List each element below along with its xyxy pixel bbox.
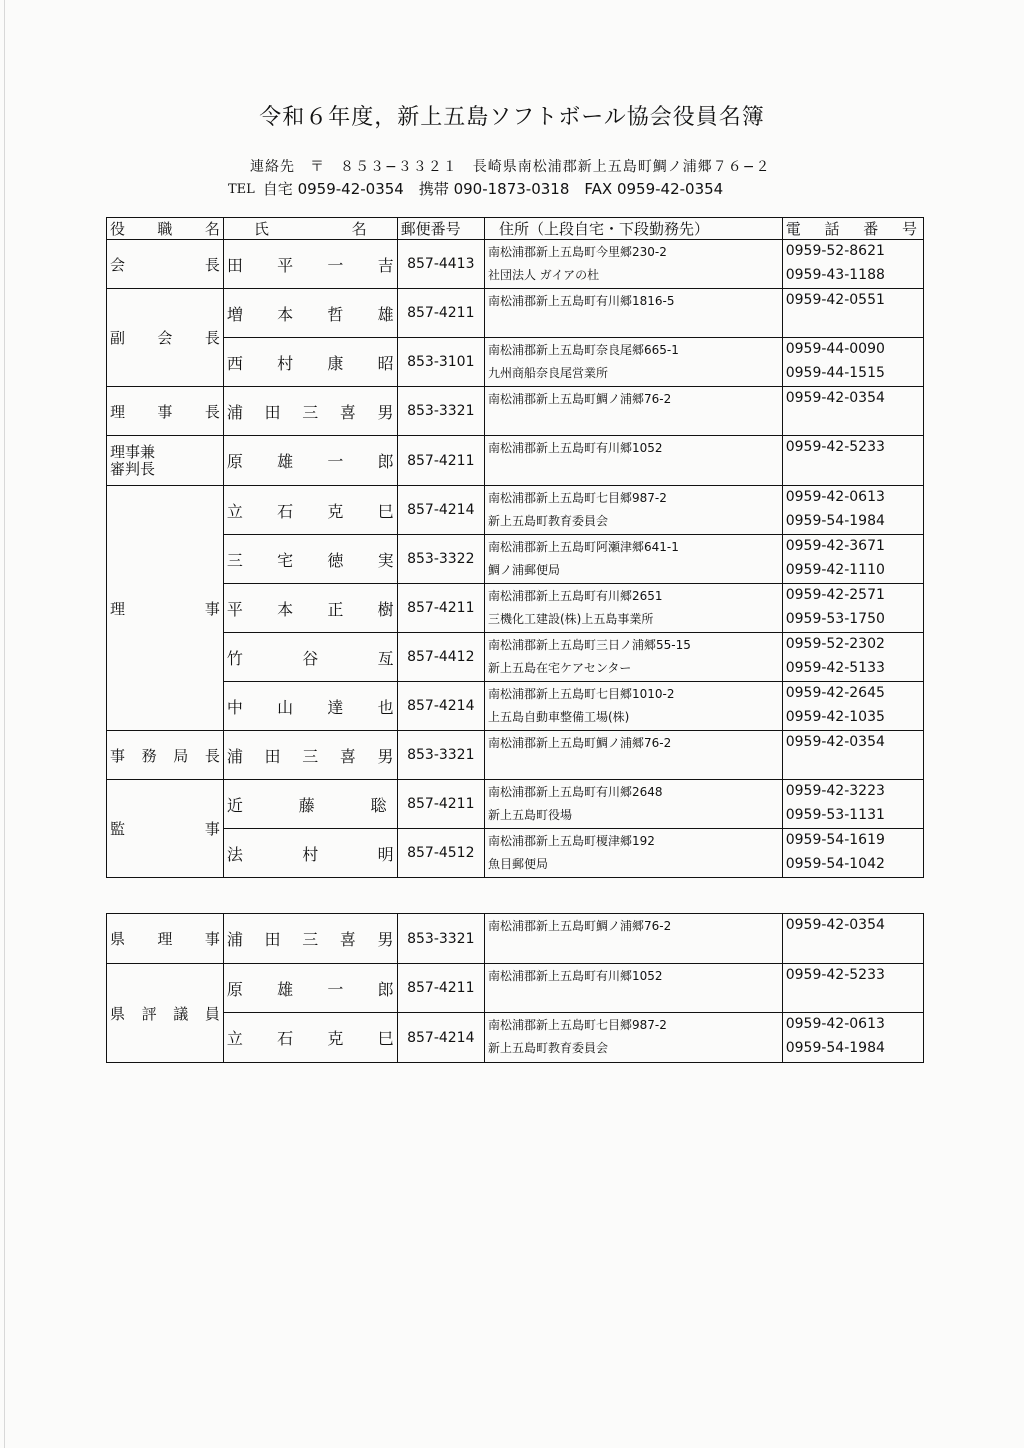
prefecture-officers-table	[106, 913, 924, 1063]
glyph: 村	[302, 844, 319, 864]
glyph: 評	[141, 1004, 157, 1023]
name-cell	[223, 584, 397, 633]
role-cell	[107, 780, 224, 878]
zip-cell: 857-4211	[397, 289, 484, 338]
tel-label: TEL	[228, 182, 255, 197]
address-cell: 南松浦郡新上五島町有川郷1816-5	[484, 289, 782, 338]
role-cell	[107, 914, 224, 964]
glyph: 副	[110, 329, 126, 347]
address-cell: 南松浦郡新上五島町鯛ノ浦郷76-2	[484, 914, 782, 964]
address-cell: 南松浦郡新上五島町榎津郷192 魚目郵便局	[484, 829, 782, 878]
phone-cell: 0959-42-5233	[782, 964, 923, 1013]
glyph: 山	[277, 697, 294, 717]
glyph: 監	[110, 820, 126, 838]
phone-cell: 0959-42-2571 0959-53-1750	[782, 584, 923, 633]
glyph: 浦	[226, 402, 243, 422]
name-cell	[223, 780, 397, 829]
glyph: 平	[277, 255, 294, 275]
glyph: 三	[226, 550, 243, 570]
name-cell	[223, 436, 397, 486]
scan-edge-line	[4, 0, 5, 1448]
glyph: 達	[327, 697, 344, 717]
glyph: 谷	[302, 648, 319, 668]
table-row	[107, 914, 924, 964]
address-cell: 南松浦郡新上五島町七目郷987-2 新上五島町教育委員会	[484, 486, 782, 535]
glyph: 郎	[377, 452, 394, 471]
glyph: 本	[277, 304, 294, 324]
glyph: 三	[302, 930, 319, 949]
glyph: 役	[110, 220, 126, 238]
table-row	[107, 486, 924, 535]
address-cell: 南松浦郡新上五島町奈良尾郷665-1 九州商船奈良尾営業所	[484, 338, 782, 387]
spread-text	[227, 695, 394, 718]
glyph: 県	[110, 1004, 126, 1023]
glyph: 明	[377, 844, 394, 864]
address-cell: 南松浦郡新上五島町三日ノ浦郷55-15 新上五島在宅ケアセンター	[484, 633, 782, 682]
glyph: 巳	[377, 1029, 394, 1048]
glyph: 話	[824, 220, 840, 238]
address-cell: 南松浦郡新上五島町鯛ノ浦郷76-2	[484, 731, 782, 780]
glyph: 兼	[140, 442, 156, 461]
spread-text	[227, 351, 394, 374]
glyph: 喜	[339, 402, 356, 422]
table-row	[107, 436, 924, 486]
spread-text	[110, 1003, 220, 1024]
glyph: 也	[377, 697, 394, 717]
glyph: 会	[110, 255, 126, 274]
spread-text	[110, 598, 220, 619]
glyph: 宅	[277, 550, 294, 570]
phone-cell: 0959-42-2645 0959-42-1035	[782, 682, 923, 731]
name-cell	[223, 682, 397, 731]
phone-cell: 0959-44-0090 0959-44-1515	[782, 338, 923, 387]
spread-text	[227, 449, 394, 472]
table-row	[107, 387, 924, 436]
role-cell	[107, 964, 224, 1063]
glyph: 田	[264, 930, 281, 949]
zip-cell: 857-4412	[397, 633, 484, 682]
glyph: 浦	[226, 930, 243, 949]
glyph: 電	[785, 220, 801, 238]
spread-text	[786, 218, 917, 239]
glyph: 号	[901, 220, 917, 238]
glyph: 喜	[339, 746, 356, 766]
spread-text	[227, 597, 394, 620]
phone-cell: 0959-42-0613 0959-54-1984	[782, 1013, 923, 1063]
glyph: 村	[277, 353, 294, 373]
glyph: 一	[327, 979, 344, 999]
glyph: 法	[226, 844, 243, 864]
spread-text	[110, 401, 220, 422]
role-cell	[107, 387, 224, 436]
address-cell: 南松浦郡新上五島町七目郷1010-2 上五島自動車整備工場(株)	[484, 682, 782, 731]
glyph: 竹	[226, 648, 243, 668]
role-cell	[107, 240, 224, 289]
glyph: 原	[226, 452, 243, 471]
glyph: 三	[302, 402, 319, 422]
glyph: 実	[377, 550, 394, 570]
spread-text	[227, 499, 394, 522]
glyph: 事	[204, 930, 220, 948]
header-address: 住所（上段自宅・下段勤務先）	[484, 218, 782, 240]
spread-text	[110, 218, 220, 239]
table-row	[107, 731, 924, 780]
glyph: 立	[226, 1029, 243, 1048]
spread-text	[227, 744, 394, 767]
phone-cell: 0959-52-2302 0959-42-5133	[782, 633, 923, 682]
name-cell	[223, 731, 397, 780]
glyph: 近	[226, 795, 243, 815]
name-cell	[223, 387, 397, 436]
glyph: 理	[110, 599, 126, 618]
spread-text	[227, 927, 394, 950]
glyph: 議	[173, 1004, 189, 1023]
spread-text	[227, 793, 387, 816]
contact-phone-numbers: 自宅 0959-42-0354 携帯 090-1873-0318 FAX 0959-42-0354	[262, 180, 724, 198]
glyph: 長	[204, 329, 220, 347]
phone-cell: 0959-42-0613 0959-54-1984	[782, 486, 923, 535]
spread-text	[110, 444, 220, 461]
spread-text	[227, 548, 394, 571]
glyph: 喜	[339, 930, 356, 949]
glyph: 男	[377, 930, 394, 949]
header-role	[107, 218, 224, 240]
contact-address: 連絡先 〒 ８５３−３３２１ 長崎県南松浦郡新上五島町鯛ノ浦郷７６−２	[250, 159, 771, 175]
phone-cell: 0959-42-0354	[782, 731, 923, 780]
spread-text	[110, 928, 220, 949]
glyph: 吉	[377, 255, 394, 275]
glyph: 昭	[377, 353, 394, 373]
glyph: 浦	[226, 746, 243, 766]
name-cell	[223, 289, 397, 338]
header-name	[223, 218, 397, 240]
glyph: 原	[226, 979, 243, 999]
address-cell: 南松浦郡新上五島町有川郷2651 三機化工建設(株)上五島事業所	[484, 584, 782, 633]
glyph: 一	[327, 452, 344, 471]
spread-text	[227, 302, 394, 325]
glyph: 判	[125, 459, 141, 478]
glyph: 立	[226, 501, 243, 521]
zip-cell: 853-3101	[397, 338, 484, 387]
zip-cell: 853-3321	[397, 731, 484, 780]
glyph: 男	[377, 746, 394, 766]
name-cell	[223, 633, 397, 682]
zip-cell: 853-3321	[397, 387, 484, 436]
glyph: 長	[204, 402, 220, 421]
glyph: 長	[204, 746, 220, 765]
glyph: 理	[110, 402, 126, 421]
header-zip: 郵便番号	[397, 218, 484, 240]
address-cell: 南松浦郡新上五島町有川郷1052	[484, 436, 782, 486]
glyph: 員	[204, 1004, 220, 1023]
name-cell	[223, 535, 397, 584]
table-header-row	[107, 218, 924, 240]
zip-cell: 857-4214	[397, 682, 484, 731]
glyph: 雄	[277, 452, 294, 471]
table-row	[107, 780, 924, 829]
table-row	[107, 240, 924, 289]
glyph: 石	[277, 501, 294, 521]
glyph: 男	[377, 402, 394, 422]
glyph: 事	[110, 746, 126, 765]
glyph: 会	[157, 329, 173, 347]
glyph: 名	[204, 220, 220, 238]
glyph: 藤	[298, 795, 315, 815]
zip-cell: 857-4214	[397, 486, 484, 535]
glyph: 田	[264, 746, 281, 766]
glyph: 一	[327, 255, 344, 275]
glyph: 克	[327, 1029, 344, 1048]
glyph: 樹	[377, 599, 394, 619]
spread-text	[110, 818, 220, 839]
name-cell	[223, 829, 397, 878]
zip-cell: 853-3322	[397, 535, 484, 584]
glyph: 事	[204, 820, 220, 838]
table-row	[107, 584, 924, 633]
spread-text	[227, 400, 394, 423]
glyph: 本	[277, 599, 294, 619]
name-cell	[223, 240, 397, 289]
glyph: 増	[226, 304, 243, 324]
spread-text	[227, 253, 394, 276]
spread-text	[227, 646, 394, 669]
phone-cell: 0959-54-1619 0959-54-1042	[782, 829, 923, 878]
glyph: 番	[863, 220, 879, 238]
address-cell: 南松浦郡新上五島町七目郷987-2 新上五島町教育委員会	[484, 1013, 782, 1063]
zip-cell: 857-4211	[397, 964, 484, 1013]
glyph: 県	[110, 930, 126, 948]
name-cell	[223, 486, 397, 535]
glyph: 克	[327, 501, 344, 521]
glyph: 事	[204, 599, 220, 618]
zip-cell: 857-4413	[397, 240, 484, 289]
glyph: 三	[302, 746, 319, 766]
zip-cell: 857-4512	[397, 829, 484, 878]
glyph: 理	[157, 930, 173, 948]
glyph: 哲	[327, 304, 344, 324]
glyph: 雄	[377, 304, 394, 324]
table-row	[107, 535, 924, 584]
glyph: 長	[204, 255, 220, 274]
name-cell	[223, 964, 397, 1013]
role-cell	[107, 436, 224, 486]
glyph: 田	[226, 255, 243, 275]
glyph: 務	[141, 746, 157, 765]
phone-cell: 0959-42-0354	[782, 387, 923, 436]
address-cell: 南松浦郡新上五島町今里郷230-2 社団法人 ガイアの杜	[484, 240, 782, 289]
spread-text	[227, 1026, 394, 1049]
glyph: 名	[351, 220, 367, 238]
spread-text	[227, 977, 394, 1000]
phone-cell: 0959-42-3223 0959-53-1131	[782, 780, 923, 829]
name-cell	[223, 1013, 397, 1063]
role-cell	[107, 289, 224, 387]
spread-text	[227, 842, 394, 865]
table-row	[107, 682, 924, 731]
spread-text	[110, 327, 220, 348]
spread-text	[110, 461, 220, 478]
glyph: 石	[277, 1029, 294, 1048]
glyph: 郎	[377, 979, 394, 999]
address-cell: 南松浦郡新上五島町鯛ノ浦郷76-2	[484, 387, 782, 436]
spread-text	[110, 745, 220, 766]
glyph: 聡	[370, 795, 387, 815]
glyph: 巳	[377, 501, 394, 521]
glyph: 事	[125, 442, 141, 461]
table-row	[107, 633, 924, 682]
table-row	[107, 964, 924, 1013]
phone-cell: 0959-42-0354	[782, 914, 923, 964]
name-cell	[223, 914, 397, 964]
page-title: 令和６年度，新上五島ソフトボール協会役員名簿	[259, 105, 765, 130]
spread-text	[254, 218, 367, 239]
zip-cell: 857-4211	[397, 780, 484, 829]
address-cell: 南松浦郡新上五島町阿瀬津郷641-1 鯛ノ浦郵便局	[484, 535, 782, 584]
contact-phones	[228, 178, 723, 201]
address-cell: 南松浦郡新上五島町有川郷1052	[484, 964, 782, 1013]
spread-text	[110, 254, 220, 275]
glyph: 康	[327, 353, 344, 373]
officers-table	[106, 217, 924, 878]
phone-cell: 0959-52-8621 0959-43-1188	[782, 240, 923, 289]
zip-cell: 857-4214	[397, 1013, 484, 1063]
phone-cell: 0959-42-5233	[782, 436, 923, 486]
phone-cell: 0959-42-3671 0959-42-1110	[782, 535, 923, 584]
zip-cell: 857-4211	[397, 436, 484, 486]
glyph: 徳	[327, 550, 344, 570]
glyph: 職	[157, 220, 173, 238]
glyph: 雄	[277, 979, 294, 999]
glyph: 亙	[377, 648, 394, 668]
address-cell: 南松浦郡新上五島町有川郷2648 新上五島町役場	[484, 780, 782, 829]
glyph: 氏	[253, 220, 269, 238]
role-cell	[107, 486, 224, 731]
zip-cell: 857-4211	[397, 584, 484, 633]
table-row	[107, 1013, 924, 1063]
phone-cell: 0959-42-0551	[782, 289, 923, 338]
role-cell	[107, 731, 224, 780]
glyph: 長	[140, 459, 156, 478]
glyph: 審	[110, 459, 126, 478]
zip-cell: 853-3321	[397, 914, 484, 964]
glyph: 平	[226, 599, 243, 619]
table-row	[107, 829, 924, 878]
table-row	[107, 338, 924, 387]
glyph: 正	[327, 599, 344, 619]
glyph: 局	[173, 746, 189, 765]
name-cell	[223, 338, 397, 387]
table-row	[107, 289, 924, 338]
glyph: 西	[226, 353, 243, 373]
header-phone	[782, 218, 923, 240]
glyph: 中	[226, 697, 243, 717]
glyph: 田	[264, 402, 281, 422]
glyph: 理	[110, 442, 126, 461]
glyph: 事	[157, 402, 173, 421]
